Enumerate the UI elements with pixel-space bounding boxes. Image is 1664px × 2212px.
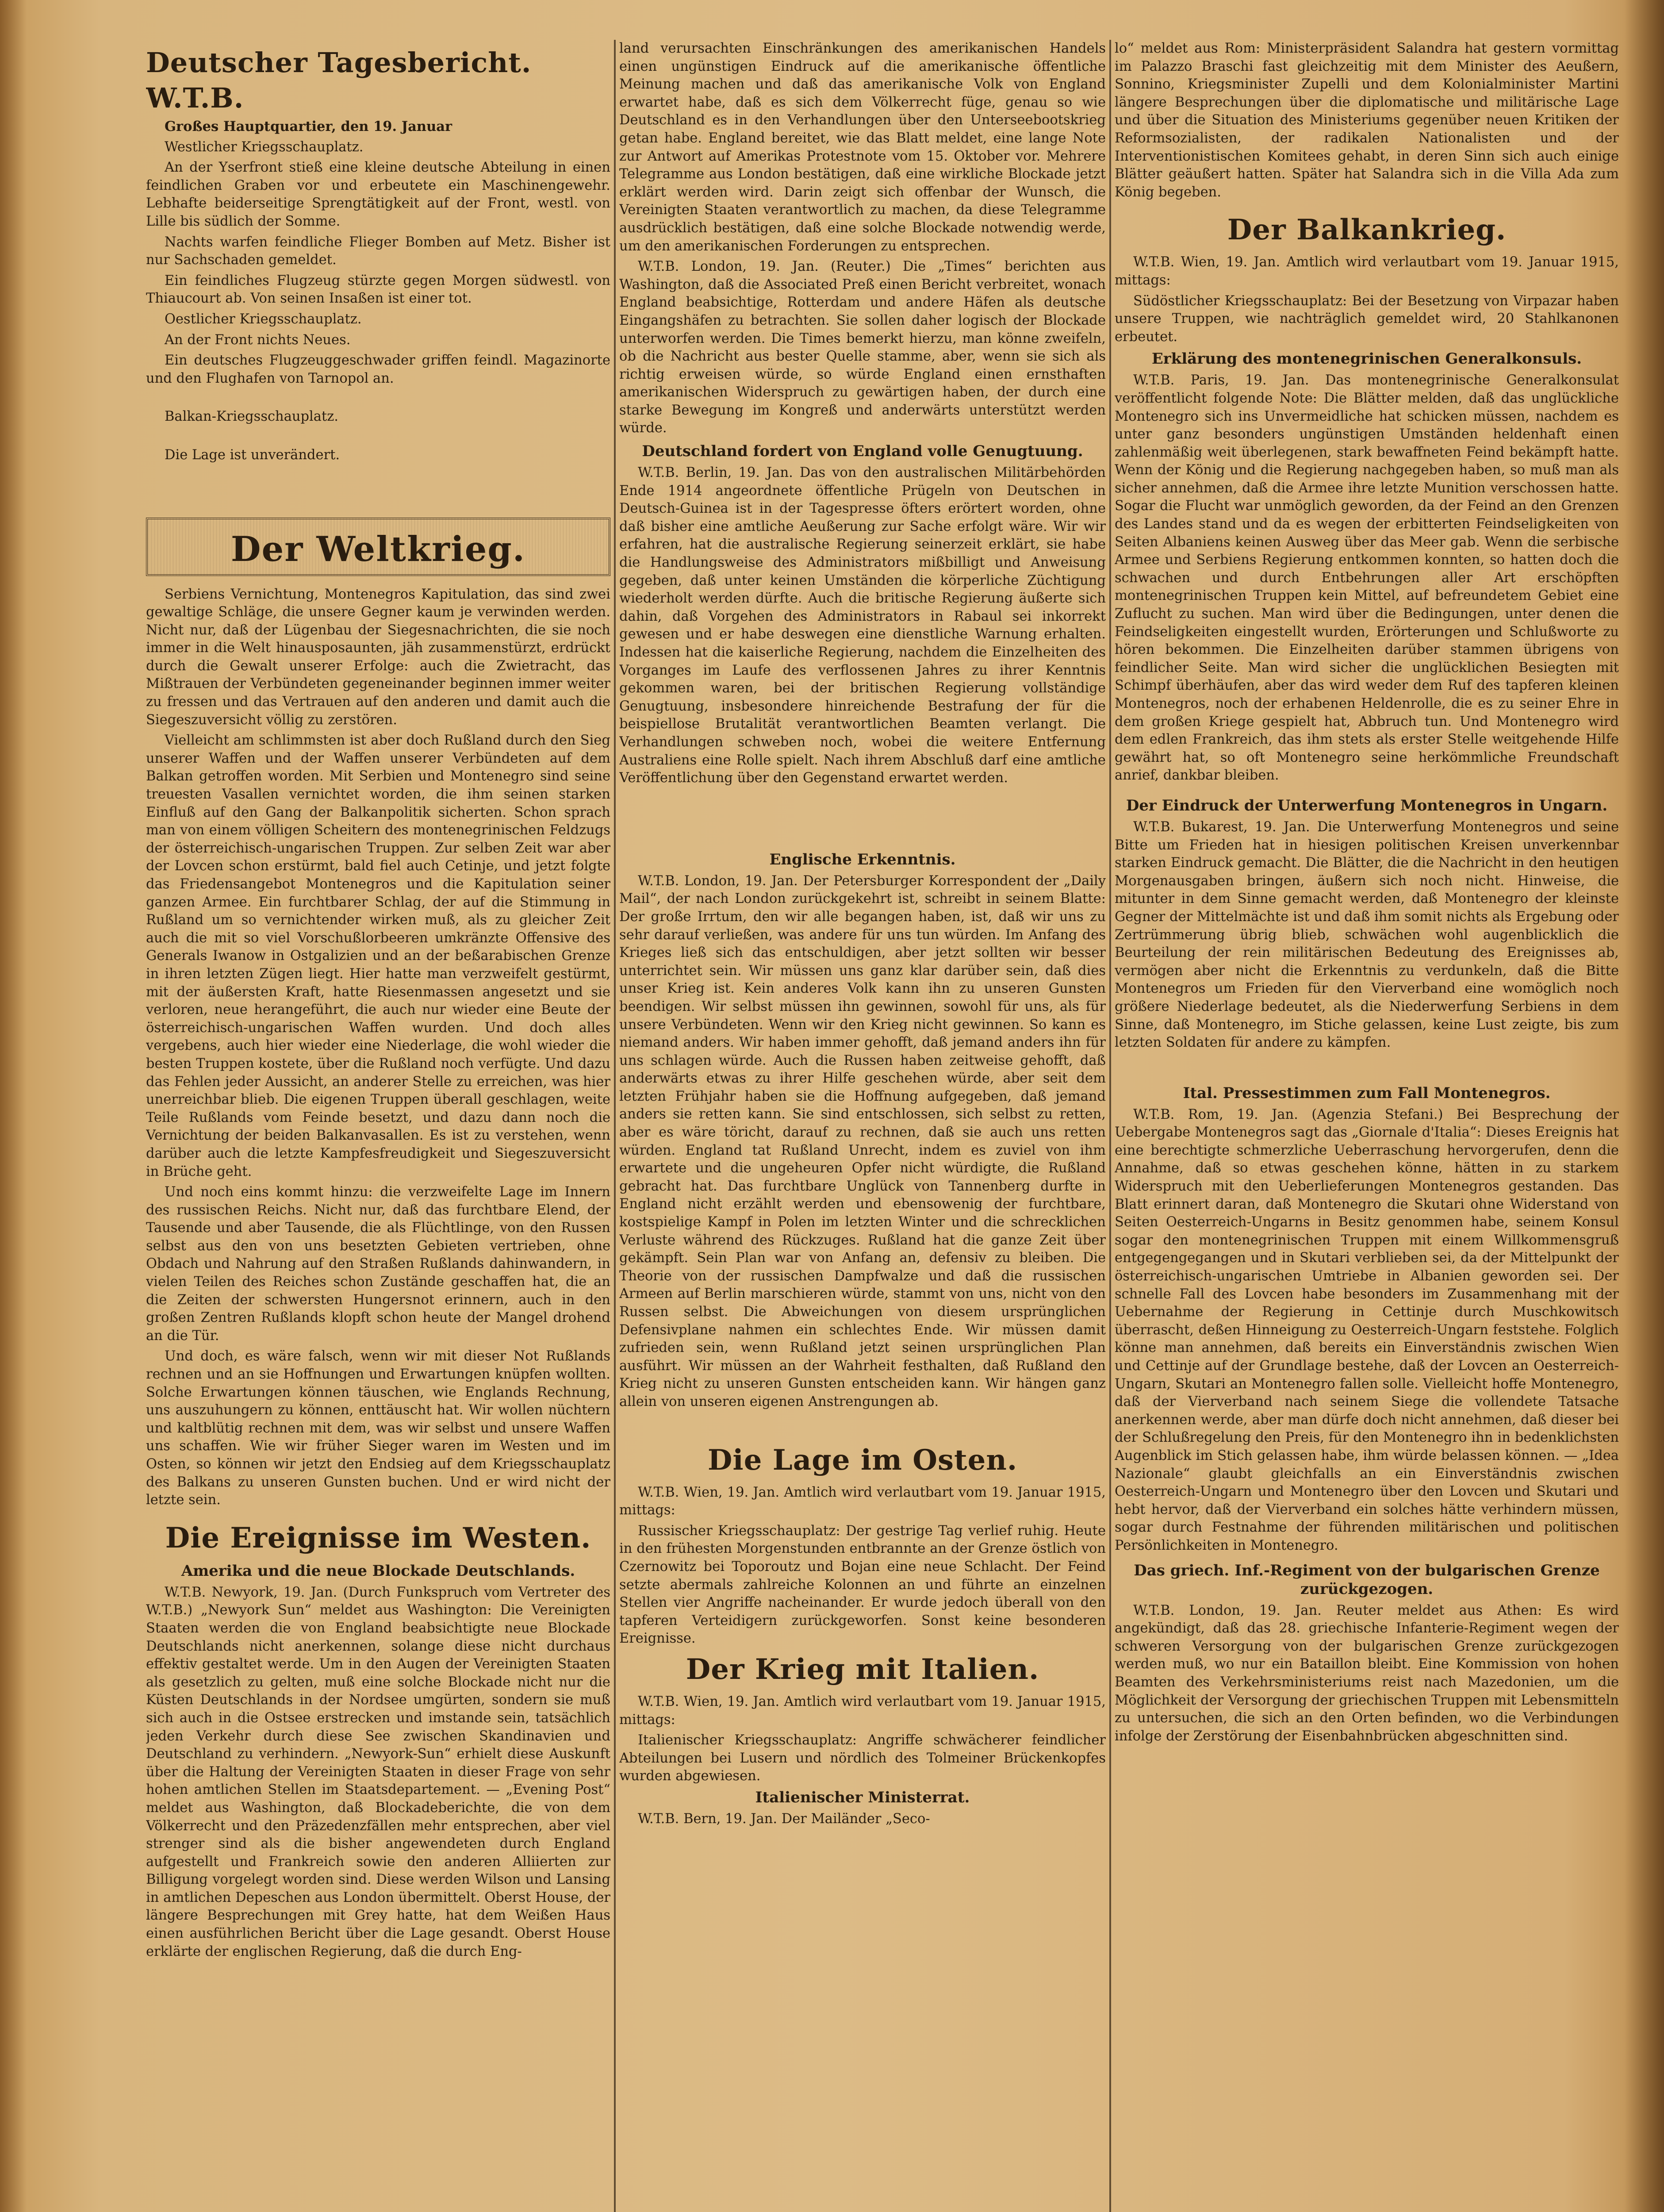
genugtuung-headline: Deutschland fordert von England volle Genugtuung. bbox=[642, 442, 1083, 461]
balkan-label: Balkan-Kriegsschauplatz. bbox=[165, 409, 339, 425]
west-paragraph-2: Nachts warfen feindliche Flieger Bomben auf Metz. Bisher ist nur Sachschaden gemeldet. bbox=[146, 234, 610, 268]
italien-paragraph-2: Italienischer Kriegsschauplatz: Angriffe schwächerer feindlicher Abteilungen bei Lusern und nördlich des Tolmeiner Brückenkopfes wurden abgewiesen. bbox=[619, 1732, 1106, 1784]
amerika-paragraph-1: W.T.B. Newyork, 19. Jan. (Durch Funkspruch vom Vertreter des W.T.B.) „Newyork Sun“ meldet aus Washington: Die Vereinigten Staaten werden die von England beabsichtigte neue Blockade Deutschlands nicht anerkennen, solange diese nicht durchaus effektiv gestaltet werde. Um in den Augen der Vereinigten Staaten als gesetzlich zu gelten, muß eine solche Blockade nicht nur die Küsten Deutschlands in der Nordsee umgürten, sondern sie muß sich auch in die Ostsee erstrecken und imstande sein, tatsächlich jeden Verkehr durch diese See zwischen Skandinavien und Deutschland zu verhindern. „Newyork-Sun“ erhielt diese Auskunft über die Haltung der Vereinigten Staaten in dieser Frage von sehr hohen amtlichen Stellen im Staatsdepartement. — „Evening Post“ meldet aus Washington, daß Blockadeberichte, die von dem Völkerrecht und den Präzedenzfällen mehr entsprechen, aber viel strenger sind als die bisher angewendeten durch England aufgestellt und Frankreich sowie den anderen Alliierten zur Billigung vorgelegt worden sind. Diese werden Wilson und Lansing in amtlichen Depeschen aus London übermittelt. Oberst House, der längere Besprechungen mit Grey hatte, hat dem Weißen Haus einen ausführlichen Bericht über die Lage gesandt. Oberst House erklärte der englischen Regierung, daß die durch Eng- bbox=[146, 1584, 610, 1959]
paris-paragraph: W.T.B. Paris, 19. Jan. Das montenegrinische Generalkonsulat veröffentlicht folgende Note: Die Blätter melden, daß das unglückliche Montenegro sich ins Unvermeidliche hat schicken müssen, nachdem es unter ganz besonders ungünstigen Umständen heldenhaft einen zahlenmäßig weit überlegenen, stark bewaffneten Feind bekämpft hatte. Wenn der König und die Regierung nachgegeben haben, so muß man als sicher annehmen, daß die Armee ihre letzte Munition verschossen hatte. Sogar die Flucht war unmöglich geworden, da der Feind an den Grenzen des Landes stand und da es wegen der erbitterten Feindseligkeiten von Seiten Albaniens keinen Ausweg über das Meer gab. Wenn die serbische Armee und Serbiens Regierung entkommen konnten, so hatten doch die schwachen und durch Entbehrungen aller Art erschöpften montenegrinischen Truppen kein Mittel, auf befreundetem Gebiet eine Zuflucht zu suchen. Man wird über die Bedingungen, unter denen die Feindseligkeiten eingestellt wurden, Erörterungen und Schlußworte zu hören bekommen. Die Einzelheiten darüber stammen übrigens von feindlicher Seite. Man wird sicher die unglücklichen Besiegten mit Schimpf überhäufen, aber das wird weder dem Ruf des tapferen kleinen Montenegros, noch der erhabenen Heldenrolle, die es zu seiner Ehre in dem großen Kriege gespielt hat, Abbruch tun. Und Montenegro wird dem edlen Frankreich, das ihm stets als erster Stelle weitgehende Hilfe gewährt hat, so oft Montenegro seine herkömmliche Freundschaft anrief, dankbar bleiben. bbox=[1115, 373, 1619, 783]
page-edge-shadow bbox=[1624, 0, 1664, 2212]
erkenntnis-headline: Englische Erkenntnis. bbox=[769, 850, 956, 868]
column-2 bbox=[619, 40, 1106, 2212]
tagesbericht-title: Deutscher Tagesbericht. W.T.B. bbox=[146, 46, 532, 114]
east-paragraph-1: An der Front nichts Neues. bbox=[165, 332, 351, 348]
weltkrieg-title-box bbox=[146, 518, 610, 576]
regiment-headline: Das griech. Inf.-Regiment von der bulgarischen Grenze zurückgezogen. bbox=[1134, 1561, 1600, 1598]
italien-title: Der Krieg mit Italien. bbox=[686, 1652, 1039, 1686]
westen-title: Die Ereignisse im Westen. bbox=[165, 1521, 591, 1555]
bukarest-paragraph: W.T.B. Bukarest, 19. Jan. Die Unterwerfung Montenegros und seine Bitte um Frieden hat in hiesigen politischen Kreisen unverkennbar starken Eindruck gemacht. Die Blätter, die die Nachricht in den heutigen Morgenausgaben bringen, äußern sich noch nicht. Hinweise, die mitunter in dem Sinne gemacht werden, daß Montenegro der kleinste Gegner der Mittelmächte ist und daß ihm somit nichts als Ergebung oder Zertrümmerung übrig blieb, schwächen wohl augenblicklich die Beurteilung der rein militärischen Bedeutung des Ereignisses ab, vermögen aber nicht die Erkenntnis zu verdunkeln, daß die Bitte Montenegros um Frieden für den Vierverband eine womöglich noch größere Niederlage bedeutet, als die Niederwerfung Serbiens in dem Sinne, daß Montenegro, im Stiche gelassen, keine Lust zeigte, bis zum letzten Soldaten für andere zu kämpfen. bbox=[1115, 819, 1619, 1051]
berlin-paragraph: W.T.B. Berlin, 19. Jan. Das von den australischen Militärbehörden Ende 1914 angeordnete öffentliche Prügeln von Deutschen in Deutsch-Guinea ist in der Tagespresse öfters erörtert worden, ohne daß bisher eine amtliche Aeußerung zur Sache erfolgt wäre. Wir wir erfahren, hat die australische Regierung seinerzeit erklärt, sie habe die Handlungsweise des Administrators mißbilligt und Anweisung gegeben, daß unter keinen Umständen die körperliche Züchtigung wiederholt werden dürfte. Auch die britische Regierung äußerte sich dahin, daß Vorgehen des Administrators in Rabaul sei inkorrekt gewesen und er habe deswegen eine dienstliche Warnung erhalten. Indessen hat die kaiserliche Regierung, nachdem die Einzelheiten des Vorganges im Laufe des verflossenen Jahres zu ihrer Kenntnis gekommen waren, bei der britischen Regierung vollständige Genugtuung, insbesondere hinreichende Bestrafung der für die beispiellose Brutalität verantwortlichen Beamten verlangt. Die Verhandlungen schweben noch, wobei die weitere Entfernung Australiens eine Rolle spielt. Nach ihrem Abschluß darf eine amtliche Veröffentlichung über den Gegenstand erwartet werden. bbox=[619, 465, 1106, 786]
weltkrieg-paragraph-2: Vielleicht am schlimmsten ist aber doch Rußland durch den Sieg unserer Waffen und der Waffen unserer Verbündeten auf dem Balkan getroffen worden. Mit Serbien und Montenegro sind seine treuesten Vasallen vernichtet worden, die ihm seinen starken Einfluß auf den Gang der Balkanpolitik sicherten. Schon sprach man von einem völligen Scheitern des montenegrinischen Feldzugs der österreichisch-ungarischen Truppen. Zur selben Zeit war aber der Lovcen schon erstürmt, bald fiel auch Cetinje, und jetzt folgte das Friedensangebot Montenegros und die Kapitulation seiner ganzen Armee. Ein furchtbarer Schlag, der auf die Stimmung in Rußland um so vernichtender wirken muß, als zu gleicher Zeit auch die mit so viel Vorschußlorbeeren umkränzte Offensive des Generals Iwanow in Ostgalizien und an der beßarabischen Grenze in ihren letzten Zügen liegt. Hier hatte man verzweifelt gestürmt, mit der äußersten Kraft, hatte Riesenmassen angesetzt und sie verloren, neue herangeführt, die auch nur wieder eine Beute der österreichisch-ungarischen Waffen wurden. Und doch alles vergebens, auch hier wieder eine Niederlage, die wohl wieder die besten Truppen kostete, über die Rußland noch verfügte. Und dazu das Fehlen jeder Aussicht, an anderer Stelle zu erreichen, was hier unerreichbar blieb. Die eigenen Truppen überall geschlagen, weite Teile Rußlands vom Feinde besetzt, und dazu dann noch die Vernichtung der beiden Balkanvasallen. Es ist zu verstehen, wenn darüber auch die letzte Kampfesfreudigkeit und Siegeszuversicht in Brüche geht. bbox=[146, 733, 610, 1179]
ministerrat-headline: Italienischer Ministerrat. bbox=[755, 1788, 970, 1806]
london-times-paragraph: W.T.B. London, 19. Jan. (Reuter.) Die „Times“ berichten aus Washington, daß die Associated Preß einen Bericht verbreitet, wonach England beabsichtige, Rotterdam und andere Häfen als deutsche Eingangshäfen zu betrachten. Sie sollen daher logisch der Blockade unterworfen werden. Die Times bemerkt hierzu, man könne zweifeln, ob die Nachricht aus bester Quelle stamme, aber, wenn sie sich als richtig erweisen würde, so würde England einen ernsthaften amerikanischen Widerspruch zu gewärtigen haben, der durch eine starke Bewegung im Kongreß und anderwärts unterstützt werden würde. bbox=[619, 259, 1106, 436]
column-3 bbox=[1115, 40, 1619, 2212]
balkan-paragraph-1: Die Lage ist unverändert. bbox=[165, 447, 340, 463]
east-label: Oestlicher Kriegsschauplatz. bbox=[165, 311, 362, 327]
hq-line: Großes Hauptquartier, den 19. Januar bbox=[165, 119, 452, 134]
continuation-paragraph: lo“ meldet aus Rom: Ministerpräsident Salandra hat gestern vormittag im Palazzo Braschi fast gleichzeitig mit dem Minister des Aeußern, Sonnino, Kriegsminister Zupelli und dem Kolonialminister Martini längere Besprechungen über die diplomatische und militärische Lage und über die Situation des Ministeriums gegenüber neuen Kritiken der Reformsozialisten, der radikalen Nationalisten und der Interventionistischen Komitees gehabt, in deren Sinn sich auch einige Blätter geäußert hatten. Später hat Salandra sich in die Villa Ada zum König begeben. bbox=[1115, 41, 1619, 200]
athen-paragraph: W.T.B. London, 19. Jan. Reuter meldet aus Athen: Es wird angekündigt, daß das 28. griechische Infanterie-Regiment wegen der schweren Versorgung von der bulgarischen Grenze zurückgezogen werden muß, wo nur ein Bataillon bleibt. Eine Kommission von hohen Beamten des Verkehrsministeriums reist nach Mazedonien, um die Möglichkeit der Versorgung der griechischen Truppen mit Lebensmitteln zu untersuchen, die sich an den Orten befinden, wo die Verbindungen infolge der Zerstörung der Eisenbahnbrücken abgeschnitten sind. bbox=[1115, 1602, 1619, 1744]
column-rule-left bbox=[614, 40, 616, 2212]
balkankrieg-title: Der Balkankrieg. bbox=[1227, 213, 1507, 247]
rom-paragraph: W.T.B. Rom, 19. Jan. (Agenzia Stefani.) Bei Besprechung der Uebergabe Montenegros sagt das „Giornale d'Italia“: Dieses Ereignis hat eine berechtigte schmerzliche Ueberraschung hervorgerufen, denn die Annahme, daß so etwas geschehen könne, hätten in zu starkem Widerspruch mit den Ueberlieferungen Montenegros gestanden. Das Blatt erinnert daran, daß Montenegro die Skutari ohne Widerstand von Seiten Oesterreich-Ungarns in Besitz genommen habe, seinem Konsul sogar den montenegrinischen Truppen mit einem Willkommensgruß entgegengegangen und in Skutari verblieben sei, da der Mittelpunkt der österreichisch-ungarischen Umtriebe in Albanien geworden sei. Der schnelle Fall des Lovcen habe besonders im Zusammenhang mit der Uebernahme der Regierung in Cettinje durch Muschkowitsch überrascht, deßen Hinneigung zu Oesterreich-Ungarn feststehe. Folglich könne man annehmen, daß bereits ein Einverständnis zwischen Wien und Cettinje auf der Grundlage bestehe, daß der Lovcen an Oesterreich-Ungarn, Skutari an Montenegro fallen solle. Vielleicht hoffe Montenegro, daß der Vierverband nach seinem Siege die vollendete Tatsache anerkennen werde, aber man dürfe doch nicht annehmen, daß dieser bei der Schlußregelung den Preis, für den Montenegro ihn in bedenklichsten Augenblick im Stich gelassen habe, ihm würde belassen können. — „Idea Nazionale“ glaubt gleichfalls an ein Einverständnis zwischen Oesterreich-Ungarn und Montenegro über den Lovcen und Skutari und hebt hervor, daß der Vierverband ein solches hätte verhindern müssen, sogar durch Festnahme der führenden militärischen und politischen Persönlichkeiten in Montenegro. bbox=[1115, 1106, 1619, 1553]
weltkrieg-paragraph-3: Und noch eins kommt hinzu: die verzweifelte Lage im Innern des russischen Reichs. Nicht nur, daß das furchtbare Elend, der Tausende und aber Tausende, die als Flüchtlinge, von den Russen selbst aus den von uns besetzten Gebieten vertrieben, ohne Obdach und Nahrung auf den Straßen Rußlands dahinwandern, in vielen Teilen des Reiches schon Zustände geschaffen hat, die an die Zeiten der schwersten Hungersnot erinnern, auch in den großen Zentren Rußlands klopft schon heute der Mangel drohend an die Tür. bbox=[146, 1184, 610, 1344]
erkenntnis-paragraph: W.T.B. London, 19. Jan. Der Petersburger Korrespondent der „Daily Mail“, der nach London zurückgekehrt ist, schreibt in seinem Blatte: Der große Irrtum, den wir alle begangen haben, ist, daß wir uns zu sehr darauf verließen, was andere für uns tun würden. Im Anfang des Krieges ließ sich das entschuldigen, aber jetzt sollten wir besser unterrichtet sein. Wir müssen uns ganz klar darüber sein, daß dies unser Krieg ist. Kein anderes Volk kann ihn zu unseren Gunsten beendigen. Wir selbst müssen ihn gewinnen, sowohl für uns, als für unsere Verbündeten. Wenn wir den Krieg nicht gewinnen. So kann es niemand anders. Wir haben immer gehofft, daß jemand anders ihn für uns schlagen würde. Auch die Russen haben zeitweise gehofft, daß anderwärts etwas zu ihrer Hilfe geschehen würde, aber seit dem letzten Frühjahr haben sie die Hoffnung aufgegeben, daß jemand anders sie retten kann. Sie sind entschlossen, sich selbst zu retten, aber es wäre töricht, darauf zu rechnen, daß sie auch uns retten würden. England tat Rußland Unrecht, indem es zuviel von ihm erwartete und die ungeheuren Opfer nicht würdigte, die Rußland gebracht hat. Das furchtbare Unglück von Tannenberg durfte in England nicht erzählt werden und ebensowenig der furchtbare, kostspielige Kampf in Polen im letzten Winter und die schrecklichen Verluste während des Rückzuges. Rußland hat die ganze Zeit über gekämpft. Sein Plan war von Anfang an, defensiv zu bleiben. Die Theorie von der russischen Dampfwalze und daß die russischen Armeen auf Berlin marschieren würde, stammt von uns, nicht von den Russen selbst. Die Abweichungen von diesem ursprünglichen Defensivplane nahmen ein schlechtes Ende. Wir müssen damit zufrieden sein, wenn Rußland jetzt seinen ursprünglichen Plan ausführt. Wir müssen an der Wahrheit festhalten, daß Rußland den Krieg nicht zu unseren Gunsten entscheiden kann. Wir hängen ganz allein von unseren eigenen Anstrengungen ab. bbox=[619, 873, 1106, 1409]
osten-title: Die Lage im Osten. bbox=[707, 1443, 1018, 1477]
weltkrieg-title: Der Weltkrieg. bbox=[230, 529, 526, 569]
weltkrieg-paragraph-4: Und doch, es wäre falsch, wenn wir mit dieser Not Rußlands rechnen und an sie Hoffnungen und Erwartungen knüpfen wollten. Solche Erwartungen können täuschen, wie Englands Rechnung, uns auszuhungern zu können, enttäuscht hat. Wir wollen nüchtern und kaltblütig rechnen mit dem, was wir selbst und unsere Waffen uns schaffen. Wie wir früher Sieger waren im Westen und im Osten, so können wir jetzt den Endsieg auf dem Kriegsschauplatz des Balkans zu unseren Gunsten buchen. Und er wird nicht der letzte sein. bbox=[146, 1348, 610, 1508]
east-paragraph-2: Ein deutsches Flugzeuggeschwader griffen feindl. Magazinorte und den Flughafen von Tarnopol an. bbox=[146, 353, 610, 386]
osten-paragraph-1: W.T.B. Wien, 19. Jan. Amtlich wird verlautbart vom 19. Januar 1915, mittags: bbox=[619, 1484, 1106, 1518]
weltkrieg-paragraph-1: Serbiens Vernichtung, Montenegros Kapitulation, das sind zwei gewaltige Schläge, die unsere Gegner kaum je verwinden werden. Nicht nur, daß der Lügenbau der Siegesnachrichten, die sie noch immer in die Welt hinausposaunten, jäh zusammenstürzt, erdrückt durch die Gewalt unserer Erfolge: auch die Zwietracht, das Mißtrauen der Verbündeten gegeneinander beginnen immer weiter zu fressen und das Vertrauen auf den anderen und damit auch die Siegeszuversicht völlig zu zerstören. bbox=[146, 586, 610, 728]
pressestimmen-headline: Ital. Pressestimmen zum Fall Montenegros. bbox=[1183, 1084, 1551, 1102]
amerika-headline: Amerika und die neue Blockade Deutschlands. bbox=[181, 1562, 575, 1580]
eindruck-headline: Der Eindruck der Unterwerfung Montenegros in Ungarn. bbox=[1126, 796, 1608, 814]
west-paragraph-3: Ein feindliches Flugzeug stürzte gegen Morgen südwestl. von Thiaucourt ab. Von seinen Insaßen ist einer tot. bbox=[146, 273, 610, 307]
balkan-paragraph-2: Südöstlicher Kriegsschauplatz: Bei der Besetzung von Virpazar haben unsere Truppen, wie nachträglich gemeldet wird, 20 Stahlkanonen erbeutet. bbox=[1115, 293, 1619, 345]
west-paragraph-1: An der Yserfront stieß eine kleine deutsche Abteilung in einen feindlichen Graben vor und erbeutete ein Maschinengewehr. Lebhafte beiderseitige Sprengtätigkeit auf der Front, westl. von Lille bis südlich der Somme. bbox=[146, 160, 610, 229]
bern-paragraph: W.T.B. Bern, 19. Jan. Der Mailänder „Seco- bbox=[638, 1811, 930, 1827]
erklaerung-headline: Erklärung des montenegrinischen Generalkonsuls. bbox=[1151, 350, 1582, 368]
column-rule-right bbox=[1109, 40, 1111, 2212]
balkan-paragraph-1: W.T.B. Wien, 19. Jan. Amtlich wird verlautbart vom 19. Januar 1915, mittags: bbox=[1115, 254, 1619, 288]
continuation-paragraph: land verursachten Einschränkungen des amerikanischen Handels einen ungünstigen Eindruck auf die amerikanische öffentliche Meinung machen und daß das amerikanische Volk von England erwartet habe, daß es sich dem Völkerrecht füge, genau so wie Deutschland es in den Verhandlungen über den Unterseebootskrieg getan habe. England bereitet, wie das Blatt meldet, eine lange Note zur Antwort auf Amerikas Protestnote vom 15. Oktober vor. Mehrere Telegramme aus London bestätigen, daß eine wirkliche Blockade jetzt erklärt werden wird. Darin zeigt sich offenbar der Wunsch, die Vereinigten Staaten verantwortlich zu machen, da diese Telegramme ausdrücklich bestätigen, daß eine solche Blockade notwendig werde, um den amerikanischen Forderungen zu entsprechen. bbox=[619, 41, 1106, 254]
column-1 bbox=[146, 40, 610, 2212]
west-label: Westlicher Kriegsschauplatz. bbox=[165, 139, 364, 155]
osten-paragraph-2: Russischer Kriegsschauplatz: Der gestrige Tag verlief ruhig. Heute in den frühesten Morgenstunden entbrannte an der Grenze östlich von Czernowitz bei Toporoutz und Bojan eine neue Schlacht. Der Feind setzte abermals zahlreiche Kolonnen an und führte an einzelnen Stellen vier Angriffe nacheinander. Er wurde jedoch überall von den tapferen Verteidigern zurückgeworfen. Sonst keine besonderen Ereignisse. bbox=[619, 1523, 1106, 1647]
italien-paragraph-1: W.T.B. Wien, 19. Jan. Amtlich wird verlautbart vom 19. Januar 1915, mittags: bbox=[619, 1694, 1106, 1728]
